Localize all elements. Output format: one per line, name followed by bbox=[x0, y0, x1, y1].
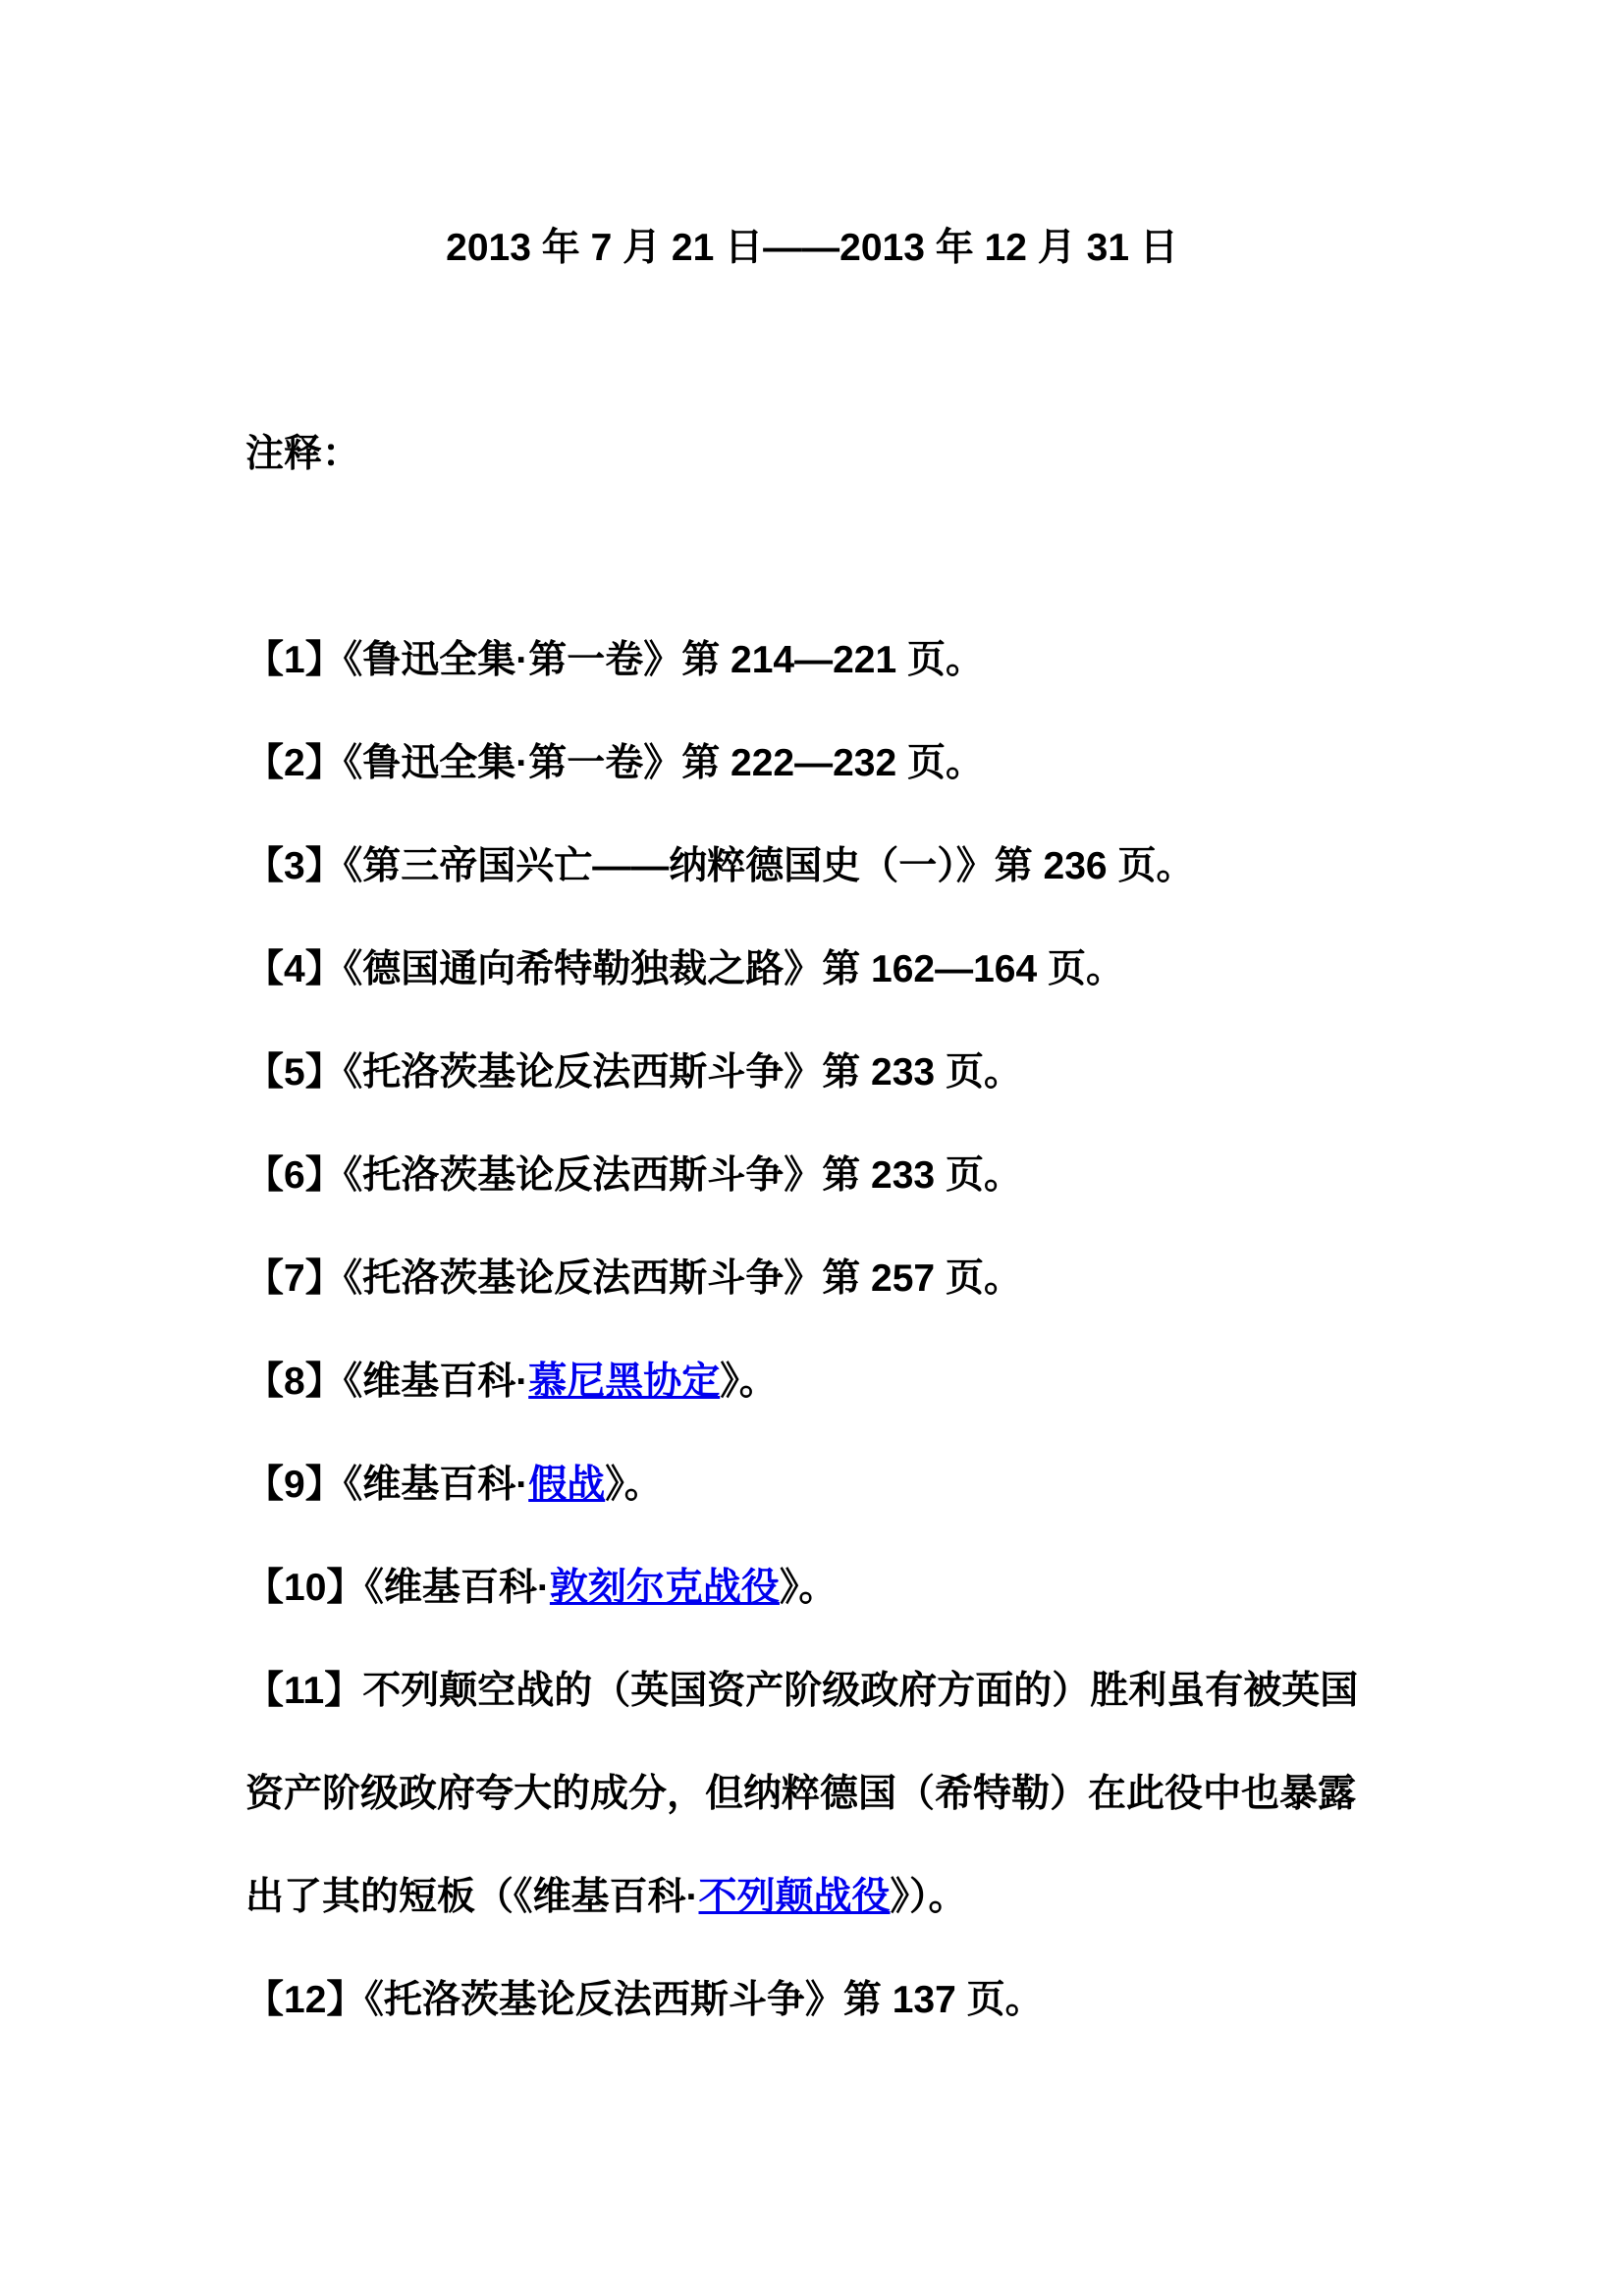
note-marker: 【5】 bbox=[245, 1051, 344, 1094]
note-marker: 【6】 bbox=[245, 1154, 344, 1197]
note-text-pre: 《鲁迅全集·第一卷》第 222—232 页。 bbox=[343, 742, 985, 784]
note-text-post: 》。 bbox=[720, 1361, 778, 1403]
note-item bbox=[245, 815, 1379, 918]
notes-list bbox=[245, 609, 1379, 2052]
note-item bbox=[245, 1433, 1379, 1536]
note-text-pre: 《维基百科· bbox=[343, 1464, 529, 1506]
note-text-post: 》）。 bbox=[890, 1876, 967, 1918]
section-title: 注释： bbox=[245, 433, 361, 475]
note-link[interactable]: 假战 bbox=[528, 1464, 606, 1506]
note-item bbox=[245, 712, 1379, 815]
note-text-post: 》。 bbox=[779, 1567, 838, 1609]
note-marker: 【10】 bbox=[245, 1567, 365, 1609]
note-marker: 【7】 bbox=[245, 1257, 344, 1300]
note-item bbox=[245, 1330, 1379, 1433]
note-item bbox=[245, 609, 1379, 712]
note-text-pre: 《托洛茨基论反法西斯斗争》第 137 页。 bbox=[364, 1979, 1044, 2021]
note-link[interactable]: 敦刻尔克战役 bbox=[549, 1567, 780, 1609]
note-marker: 【12】 bbox=[245, 1979, 365, 2021]
note-link[interactable]: 慕尼黑协定 bbox=[528, 1361, 721, 1403]
date-range-header: 2013 年 7 月 21 日——2013 年 12 月 31 日 bbox=[446, 227, 1178, 269]
note-link[interactable]: 不列颠战役 bbox=[698, 1876, 891, 1918]
note-text-post: 》。 bbox=[605, 1464, 663, 1506]
note-item bbox=[245, 1227, 1379, 1330]
note-text-pre: 不列颠空战的（英国资产阶级政府方面的）胜利虽有被英国资产阶级政府夸大的成分，但纳粹德国（希特勒）在此役中也暴露出了其的短板（《维基百科· bbox=[245, 1670, 1359, 1918]
note-text-pre: 《维基百科· bbox=[364, 1567, 550, 1609]
note-text-pre: 《维基百科· bbox=[343, 1361, 529, 1403]
note-item bbox=[245, 1124, 1379, 1227]
note-item bbox=[245, 1949, 1379, 2052]
note-marker: 【8】 bbox=[245, 1361, 344, 1403]
note-text-pre: 《托洛茨基论反法西斯斗争》第 257 页。 bbox=[343, 1257, 1022, 1300]
note-marker: 【11】 bbox=[245, 1670, 363, 1712]
note-marker: 【1】 bbox=[245, 639, 344, 681]
note-item bbox=[245, 918, 1379, 1021]
note-item bbox=[245, 1021, 1379, 1124]
note-text-pre: 《第三帝国兴亡——纳粹德国史（一）》第 236 页。 bbox=[343, 845, 1195, 887]
note-marker: 【2】 bbox=[245, 742, 344, 784]
note-text-pre: 《托洛茨基论反法西斯斗争》第 233 页。 bbox=[343, 1051, 1022, 1094]
note-item bbox=[245, 1536, 1379, 1639]
note-text-pre: 《托洛茨基论反法西斯斗争》第 233 页。 bbox=[343, 1154, 1022, 1197]
note-text-pre: 《德国通向希特勒独裁之路》第 162—164 页。 bbox=[343, 948, 1125, 990]
note-marker: 【4】 bbox=[245, 948, 344, 990]
note-item bbox=[245, 1639, 1379, 1949]
note-text-pre: 《鲁迅全集·第一卷》第 214—221 页。 bbox=[343, 639, 985, 681]
note-marker: 【9】 bbox=[245, 1464, 344, 1506]
note-marker: 【3】 bbox=[245, 845, 344, 887]
